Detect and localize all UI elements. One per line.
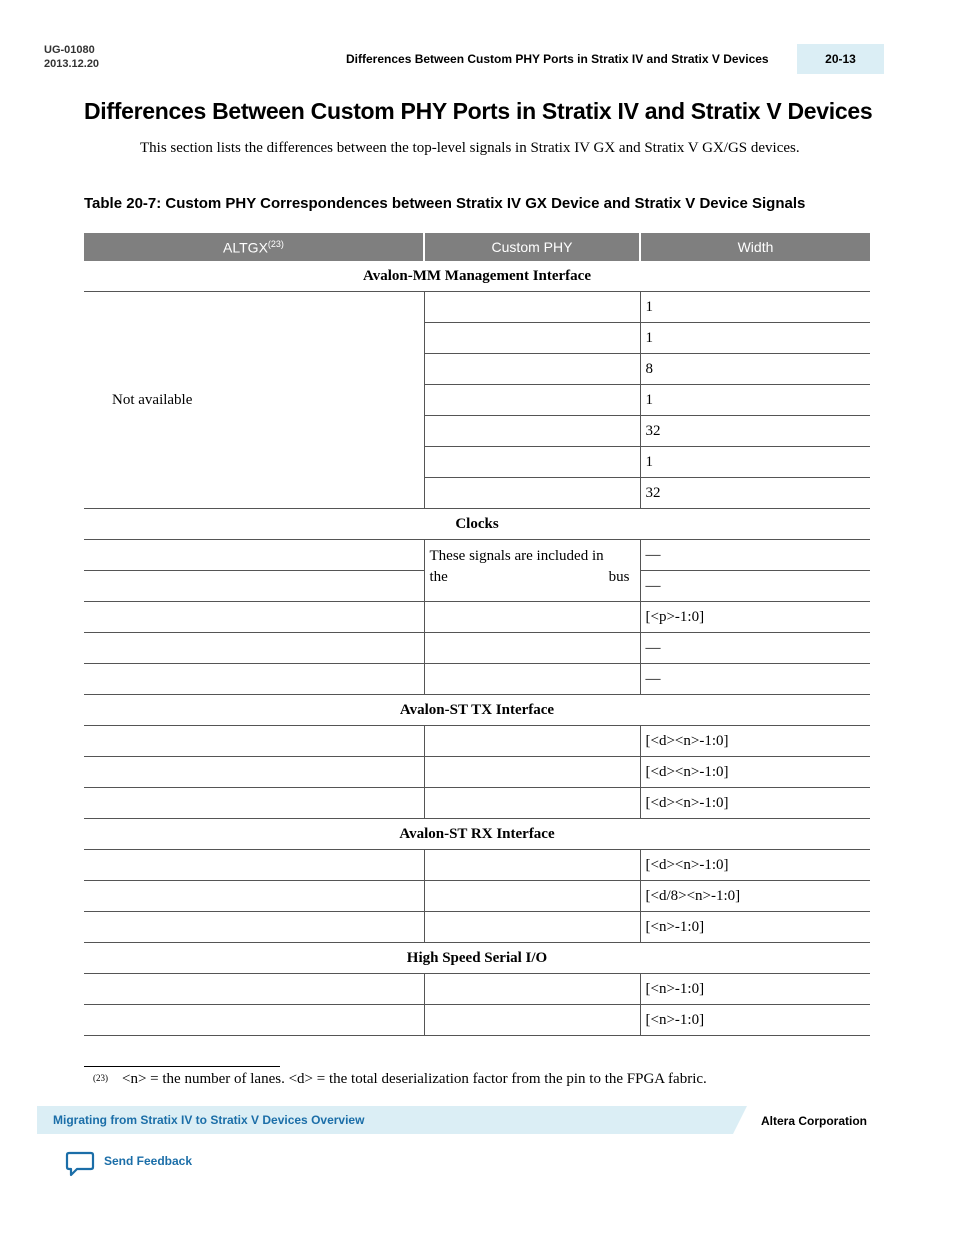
footnote-divider (84, 1066, 280, 1067)
width-cell: 1 (640, 385, 870, 416)
altgx-cell (84, 571, 424, 602)
send-feedback-link[interactable]: Send Feedback (104, 1154, 193, 1168)
width-cell: [<d><n>-1:0] (640, 726, 870, 757)
custom-phy-cell (424, 912, 640, 943)
altgx-cell (84, 726, 424, 757)
footnote-text: <n> = the number of lanes. <d> = the total deserialization factor from the pin to the FPGA fabric. (122, 1071, 707, 1087)
width-cell: 1 (640, 447, 870, 478)
custom-phy-cell (424, 881, 640, 912)
table-row (84, 602, 870, 633)
altgx-cell (84, 664, 424, 695)
footnote-ref[interactable]: (23) (267, 238, 284, 249)
col-header-width: Width (640, 233, 870, 261)
section-title: Avalon-ST TX Interface (84, 695, 870, 726)
altgx-cell (84, 788, 424, 819)
altgx-cell (84, 602, 424, 633)
custom-phy-cell (424, 974, 640, 1005)
section-title: High Speed Serial I/O (84, 943, 870, 974)
table-row (84, 540, 870, 571)
width-cell: [<n>-1:0] (640, 974, 870, 1005)
width-cell: [<n>-1:0] (640, 1005, 870, 1036)
custom-phy-cell (424, 478, 640, 509)
altgx-cell (84, 540, 424, 571)
section-title: Avalon-MM Management Interface (84, 261, 870, 292)
custom-phy-cell (424, 850, 640, 881)
custom-phy-cell (424, 354, 640, 385)
custom-phy-cell (424, 726, 640, 757)
table-row (84, 757, 870, 788)
custom-phy-cell (424, 633, 640, 664)
width-cell: [<d/8><n>-1:0] (640, 881, 870, 912)
intro-paragraph: This section lists the differences between the top-level signals in Stratix IV GX and Stratix V GX/GS devices. (140, 140, 800, 156)
included-line-1: These signals are included in (429, 548, 604, 564)
width-cell: — (640, 540, 870, 571)
table-row (84, 788, 870, 819)
section-row (84, 819, 870, 850)
included-the: the (429, 569, 448, 585)
altgx-cell (84, 1005, 424, 1036)
header-title: Differences Between Custom PHY Ports in Stratix IV and Stratix V Devices (346, 52, 769, 66)
custom-phy-cell (424, 602, 640, 633)
section-row (84, 509, 870, 540)
section-title: Avalon-ST RX Interface (84, 819, 870, 850)
altgx-cell (84, 974, 424, 1005)
width-cell: [<n>-1:0] (640, 912, 870, 943)
width-cell: 32 (640, 478, 870, 509)
section-title: Clocks (84, 509, 870, 540)
page-number: 20-13 (797, 44, 884, 74)
col-header-custom-phy: Custom PHY (424, 233, 640, 261)
included-bus: bus (608, 569, 630, 585)
custom-phy-cell (424, 447, 640, 478)
col-header-altgx (84, 233, 424, 261)
table-row (84, 881, 870, 912)
altgx-cell (84, 633, 424, 664)
width-cell: [<d><n>-1:0] (640, 757, 870, 788)
correspondence-table (84, 233, 870, 1036)
custom-phy-cell (424, 292, 640, 323)
altgx-cell (84, 757, 424, 788)
speech-bubble-icon[interactable] (65, 1150, 95, 1178)
width-cell: [<d><n>-1:0] (640, 850, 870, 881)
table-row (84, 292, 870, 323)
table-row (84, 974, 870, 1005)
custom-phy-cell (424, 664, 640, 695)
custom-phy-cell (424, 416, 640, 447)
altgx-cell (84, 881, 424, 912)
included-line-2 (430, 567, 640, 588)
footer-company: Altera Corporation (761, 1114, 868, 1128)
table-row (84, 664, 870, 695)
table-row (84, 912, 870, 943)
altgx-label: ALTGX (223, 239, 268, 256)
section-row (84, 695, 870, 726)
altgx-cell (84, 912, 424, 943)
width-cell: [<p>-1:0] (640, 602, 870, 633)
altgx-cell (84, 850, 424, 881)
section-row (84, 943, 870, 974)
not-available-cell: Not available (84, 292, 424, 509)
width-cell: — (640, 633, 870, 664)
width-cell: 1 (640, 323, 870, 354)
table-row (84, 633, 870, 664)
custom-phy-cell (424, 323, 640, 354)
table-caption: Table 20-7: Custom PHY Correspondences between Stratix IV GX Device and Stratix V Device Signals (84, 195, 806, 212)
custom-phy-cell (424, 385, 640, 416)
table-row (84, 1005, 870, 1036)
footer-doc-title-link[interactable]: Migrating from Stratix IV to Stratix V Devices Overview (53, 1113, 365, 1127)
table-row (84, 850, 870, 881)
width-cell: — (640, 664, 870, 695)
section-heading: Differences Between Custom PHY Ports in Stratix IV and Stratix V Devices (84, 98, 873, 124)
footnote (93, 1071, 707, 1088)
width-cell: [<d><n>-1:0] (640, 788, 870, 819)
header-doc-info (44, 43, 99, 71)
custom-phy-cell (424, 788, 640, 819)
width-cell: 1 (640, 292, 870, 323)
custom-phy-cell (424, 1005, 640, 1036)
clocks-included-note (424, 540, 640, 602)
custom-phy-cell (424, 757, 640, 788)
table-row (84, 726, 870, 757)
section-row (84, 261, 870, 292)
doc-date: 2013.12.20 (44, 58, 100, 70)
footnote-mark: (23) (93, 1073, 108, 1083)
width-cell: — (640, 571, 870, 602)
width-cell: 32 (640, 416, 870, 447)
width-cell: 8 (640, 354, 870, 385)
table-header-row (84, 233, 870, 261)
doc-id: UG-01080 (44, 44, 95, 56)
